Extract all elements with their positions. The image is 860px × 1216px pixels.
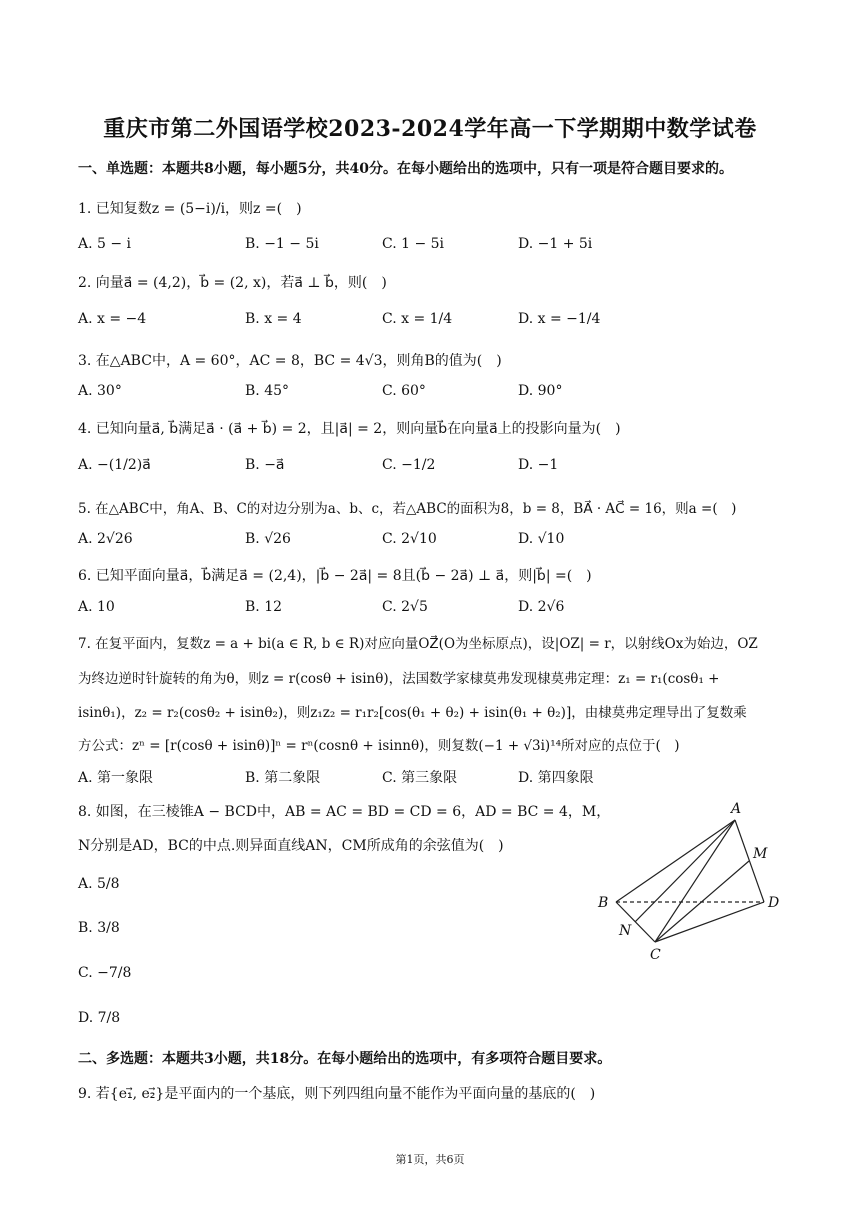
- question-7-line-2: 为终边逆时针旋转的角为θ，则z = r(cosθ + isinθ)，法国数学家棣莫弗发现棣莫弗定理：z₁ = r₁(cosθ₁ +: [78, 671, 720, 687]
- q7-option-b: B. 第二象限: [245, 770, 321, 786]
- q7-option-d: D. 第四象限: [518, 770, 594, 786]
- edge-ac: [655, 820, 735, 942]
- q2-option-b: B. x = 4: [245, 311, 302, 327]
- q3-option-b: B. 45°: [245, 383, 290, 399]
- q2-option-d: D. x = −1/4: [518, 311, 601, 327]
- label-n: N: [619, 923, 632, 939]
- tetrahedron-figure: [588, 798, 788, 968]
- q3-option-a: A. 30°: [78, 383, 122, 399]
- q5-option-b: B. √26: [245, 531, 291, 547]
- question-5-stem: 5. 在△ABC中，角A、B、C的对边分别为a、b、c，若△ABC的面积为8，b = 8，BA⃗ · AC⃗ = 16，则a =( ): [78, 501, 737, 517]
- q4-option-b: B. −a⃗: [245, 457, 285, 473]
- segment-an: [635, 820, 735, 922]
- q4-option-d: D. −1: [518, 457, 559, 473]
- q1-option-d: D. −1 + 5i: [518, 236, 593, 252]
- question-9-stem: 9. 若{e₁⃗, e₂⃗}是平面内的一个基底，则下列四组向量不能作为平面向量的基底的( ): [78, 1086, 596, 1102]
- q7-option-a: A. 第一象限: [78, 770, 154, 786]
- section-heading-multiple-choice: 二、多选题：本题共3小题，共18分。在每小题给出的选项中，有多项符合题目要求。: [78, 1051, 612, 1067]
- edge-ab: [616, 820, 735, 902]
- q2-option-c: C. x = 1/4: [382, 311, 453, 327]
- page-title: 重庆市第二外国语学校2023-2024学年高一下学期期中数学试卷: [103, 116, 757, 142]
- q8-option-c: C. −7/8: [78, 965, 132, 981]
- q5-option-c: C. 2√10: [382, 531, 437, 547]
- q1-option-b: B. −1 − 5i: [245, 236, 319, 252]
- q1-option-c: C. 1 − 5i: [382, 236, 445, 252]
- question-7-line-1: 7. 在复平面内，复数z = a + bi(a ∈ R, b ∈ R)对应向量OZ⃗(O为坐标原点)，设|OZ| = r，以射线Ox为始边，OZ: [78, 636, 758, 652]
- q6-option-c: C. 2√5: [382, 599, 428, 615]
- question-8-line-1: 8. 如图，在三棱锥A − BCD中，AB = AC = BD = CD = 6，AD = BC = 4，M，: [78, 804, 611, 820]
- q5-option-d: D. √10: [518, 531, 565, 547]
- question-4-stem: 4. 已知向量a⃗, b⃗满足a⃗ · (a⃗ + b⃗) = 2，且|a⃗| = 2，则向量b⃗在向量a⃗上的投影向量为( ): [78, 421, 621, 437]
- label-a: A: [731, 801, 742, 817]
- q5-option-a: A. 2√26: [78, 531, 133, 547]
- question-7-line-4: 方公式：zⁿ = [r(cosθ + isinθ)]ⁿ = rⁿ(cosnθ + isinnθ)，则复数(−1 + √3i)¹⁴所对应的点位于( ): [78, 738, 680, 754]
- q4-option-a: A. −(1/2)a⃗: [78, 457, 151, 473]
- question-8-line-2: N分别是AD，BC的中点.则异面直线AN，CM所成角的余弦值为( ): [78, 838, 504, 854]
- label-d: D: [768, 895, 780, 911]
- question-1-stem: 1. 已知复数z = (5−i)/i，则z =( ): [78, 201, 302, 217]
- q6-option-a: A. 10: [78, 599, 115, 615]
- label-b: B: [598, 895, 609, 911]
- q4-option-c: C. −1/2: [382, 457, 436, 473]
- q1-option-a: A. 5 − i: [78, 236, 132, 252]
- label-m: M: [753, 846, 768, 862]
- question-2-stem: 2. 向量a⃗ = (4,2)，b⃗ = (2, x)，若a⃗ ⊥ b⃗，则( ): [78, 275, 387, 291]
- segment-cm: [655, 861, 749, 942]
- page-footer: 第1页，共6页: [395, 1153, 465, 1166]
- edge-cd: [655, 902, 764, 942]
- q8-option-d: D. 7/8: [78, 1010, 121, 1026]
- q3-option-c: C. 60°: [382, 383, 426, 399]
- q8-option-b: B. 3/8: [78, 920, 120, 936]
- q2-option-a: A. x = −4: [78, 311, 147, 327]
- label-c: C: [650, 947, 661, 963]
- question-3-stem: 3. 在△ABC中，A = 60°，AC = 8，BC = 4√3，则角B的值为( ): [78, 353, 502, 369]
- q6-option-b: B. 12: [245, 599, 283, 615]
- q3-option-d: D. 90°: [518, 383, 563, 399]
- q8-option-a: A. 5/8: [78, 876, 120, 892]
- q6-option-d: D. 2√6: [518, 599, 565, 615]
- section-heading-single-choice: 一、单选题：本题共8小题，每小题5分，共40分。在每小题给出的选项中，只有一项是符合题目要求的。: [78, 161, 733, 177]
- question-7-line-3: isinθ₁)，z₂ = r₂(cosθ₂ + isinθ₂)，则z₁z₂ = r₁r₂[cos(θ₁ + θ₂) + isin(θ₁ + θ₂)]，由棣莫弗定理导出了复数乘: [78, 705, 747, 721]
- question-6-stem: 6. 已知平面向量a⃗，b⃗满足a⃗ = (2,4)，|b⃗ − 2a⃗| = 8且(b⃗ − 2a⃗) ⊥ a⃗，则|b⃗| =( ): [78, 568, 592, 584]
- q7-option-c: C. 第三象限: [382, 770, 458, 786]
